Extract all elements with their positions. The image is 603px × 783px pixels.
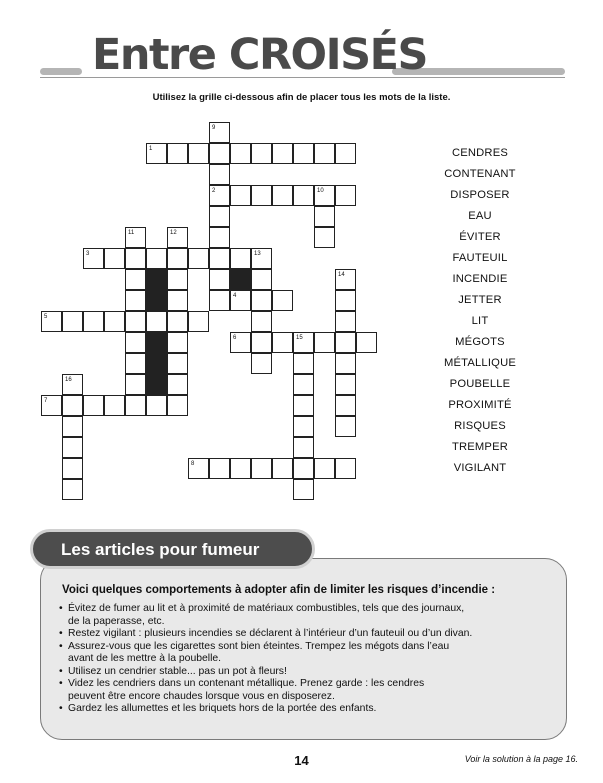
grid-cell[interactable] — [230, 143, 251, 164]
grid-cell[interactable] — [251, 332, 272, 353]
grid-cell[interactable] — [293, 458, 314, 479]
grid-cell[interactable] — [335, 290, 356, 311]
grid-cell[interactable] — [209, 248, 230, 269]
grid-cell[interactable] — [251, 458, 272, 479]
grid-cell[interactable] — [293, 143, 314, 164]
grid-cell[interactable] — [125, 290, 146, 311]
grid-cell[interactable] — [335, 374, 356, 395]
word-item: INCENDIE — [452, 273, 508, 285]
word-item: EAU — [468, 210, 492, 222]
grid-cell[interactable] — [293, 185, 314, 206]
clue-number: 2 — [212, 188, 216, 194]
grid-cell[interactable] — [251, 290, 272, 311]
clue-number: 6 — [233, 335, 237, 341]
grid-cell-shaded — [146, 269, 167, 290]
grid-cell[interactable] — [188, 143, 209, 164]
grid-cell[interactable] — [251, 353, 272, 374]
tip-item: • Restez vigilant : plusieurs incendies se déclarent à l’intérieur d’un fauteuil ou d’un divan. — [56, 628, 551, 641]
grid-cell[interactable] — [167, 311, 188, 332]
grid-cell[interactable] — [335, 416, 356, 437]
grid-cell[interactable] — [209, 227, 230, 248]
clue-number: 12 — [170, 230, 177, 236]
grid-cell[interactable] — [335, 353, 356, 374]
grid-cell[interactable] — [167, 353, 188, 374]
grid-cell[interactable] — [167, 374, 188, 395]
grid-cell[interactable] — [146, 395, 167, 416]
tip-item: • Videz les cendriers dans un contenant métallique. Prenez garde : les cendres peuvent être encore chaudes lorsque vous en disposerez. — [56, 678, 551, 703]
grid-cell[interactable] — [335, 143, 356, 164]
grid-cell[interactable] — [335, 311, 356, 332]
tip-item: • Assurez-vous que les cigarettes sont bien éteintes. Trempez les mégots dans l’eau avant de les mettre à la poubelle. — [56, 641, 551, 666]
grid-cell[interactable] — [167, 290, 188, 311]
word-item: POUBELLE — [449, 378, 511, 390]
tips-lead: Voici quelques comportements à adopter afin de limiter les risques d’incendie : — [62, 584, 496, 596]
grid-cell[interactable] — [314, 458, 335, 479]
grid-cell[interactable] — [188, 248, 209, 269]
grid-cell[interactable] — [83, 311, 104, 332]
grid-cell[interactable] — [125, 248, 146, 269]
tip-item: • Gardez les allumettes et les briquets hors de la portée des enfants. — [56, 703, 551, 716]
grid-cell[interactable] — [167, 269, 188, 290]
grid-cell[interactable] — [251, 185, 272, 206]
word-item: TREMPER — [451, 441, 509, 453]
grid-cell[interactable] — [62, 458, 83, 479]
grid-cell-shaded — [230, 269, 251, 290]
instruction-text: Utilisez la grille ci-dessous afin de placer tous les mots de la liste. — [152, 92, 451, 103]
grid-cell-shaded — [146, 374, 167, 395]
grid-cell[interactable] — [167, 395, 188, 416]
grid-cell[interactable] — [209, 290, 230, 311]
page-number: 14 — [294, 753, 309, 768]
grid-cell[interactable] — [125, 353, 146, 374]
word-item: FAUTEUIL — [452, 252, 508, 264]
grid-cell[interactable] — [62, 416, 83, 437]
grid-cell-shaded — [146, 332, 167, 353]
grid-cell[interactable] — [167, 332, 188, 353]
grid-cell[interactable] — [209, 458, 230, 479]
grid-cell[interactable] — [314, 227, 335, 248]
clue-number: 9 — [212, 125, 216, 131]
section-header — [30, 529, 315, 569]
grid-cell[interactable] — [314, 332, 335, 353]
clue-number: 8 — [191, 461, 195, 467]
clue-number: 11 — [128, 230, 135, 236]
grid-cell[interactable] — [293, 416, 314, 437]
word-item: VIGILANT — [453, 462, 507, 474]
grid-cell[interactable] — [209, 143, 230, 164]
grid-cell[interactable] — [272, 290, 293, 311]
clue-number: 14 — [338, 272, 345, 278]
section-title: Les articles pour fumeur — [61, 540, 260, 559]
page-title: Entre CROISÉS — [92, 30, 427, 80]
grid-cell[interactable] — [209, 206, 230, 227]
grid-cell[interactable] — [104, 311, 125, 332]
word-item: DISPOSER — [450, 189, 510, 201]
clue-number: 16 — [65, 377, 72, 383]
grid-cell[interactable] — [104, 248, 125, 269]
word-item: MÉTALLIQUE — [443, 357, 517, 369]
grid-cell[interactable] — [293, 374, 314, 395]
grid-cell[interactable] — [146, 248, 167, 269]
grid-cell[interactable] — [272, 143, 293, 164]
grid-cell[interactable] — [272, 458, 293, 479]
grid-cell[interactable] — [293, 353, 314, 374]
grid-cell[interactable] — [209, 164, 230, 185]
grid-cell[interactable] — [125, 311, 146, 332]
grid-cell[interactable] — [230, 185, 251, 206]
clue-number: 4 — [233, 293, 237, 299]
word-item: PROXIMITÉ — [448, 399, 512, 411]
grid-cell[interactable] — [188, 311, 209, 332]
grid-cell-shaded — [146, 353, 167, 374]
clue-number: 15 — [296, 335, 303, 341]
grid-cell[interactable] — [272, 332, 293, 353]
grid-cell[interactable] — [125, 269, 146, 290]
grid-cell[interactable] — [62, 479, 83, 500]
word-item: ÉVITER — [459, 231, 501, 243]
grid-cell[interactable] — [125, 395, 146, 416]
grid-cell[interactable] — [125, 332, 146, 353]
grid-cell[interactable] — [62, 395, 83, 416]
grid-cell[interactable] — [62, 437, 83, 458]
grid-cell[interactable] — [167, 248, 188, 269]
grid-cell[interactable] — [335, 395, 356, 416]
grid-cell[interactable] — [251, 143, 272, 164]
grid-cell[interactable] — [167, 143, 188, 164]
grid-cell[interactable] — [251, 269, 272, 290]
word-item: CONTENANT — [444, 168, 516, 180]
grid-cell[interactable] — [293, 395, 314, 416]
tip-item: • Évitez de fumer au lit et à proximité de matériaux combustibles, tels que des journaux, de la paperasse, etc. — [56, 603, 551, 628]
grid-cell[interactable] — [314, 206, 335, 227]
word-item: MÉGOTS — [455, 336, 505, 348]
word-item: RISQUES — [454, 420, 506, 432]
word-item: CENDRES — [451, 147, 509, 159]
grid-cell[interactable] — [356, 332, 377, 353]
tip-item: • Utilisez un cendrier stable... pas un pot à fleurs! — [56, 666, 551, 679]
grid-cell[interactable] — [335, 458, 356, 479]
grid-cell[interactable] — [209, 269, 230, 290]
grid-cell[interactable] — [125, 374, 146, 395]
clue-number: 1 — [149, 146, 153, 152]
grid-cell[interactable] — [230, 248, 251, 269]
grid-cell[interactable] — [293, 437, 314, 458]
word-item: LIT — [471, 315, 489, 327]
grid-cell[interactable] — [272, 185, 293, 206]
grid-cell[interactable] — [251, 311, 272, 332]
grid-cell[interactable] — [83, 395, 104, 416]
grid-cell[interactable] — [335, 332, 356, 353]
grid-cell[interactable] — [104, 395, 125, 416]
grid-cell[interactable] — [293, 479, 314, 500]
clue-number: 7 — [44, 398, 48, 404]
grid-cell[interactable] — [314, 143, 335, 164]
clue-number: 3 — [86, 251, 90, 257]
grid-cell-shaded — [146, 290, 167, 311]
word-list — [420, 146, 540, 482]
tips-list — [56, 603, 551, 716]
grid-cell[interactable] — [146, 311, 167, 332]
word-item: JETTER — [458, 294, 502, 306]
clue-number: 13 — [254, 251, 261, 257]
clue-number: 10 — [317, 188, 324, 194]
grid-cell[interactable] — [62, 311, 83, 332]
clue-number: 5 — [44, 314, 48, 320]
grid-cell[interactable] — [230, 458, 251, 479]
grid-cell[interactable] — [335, 185, 356, 206]
solution-note: Voir la solution à la page 16. — [464, 754, 578, 764]
